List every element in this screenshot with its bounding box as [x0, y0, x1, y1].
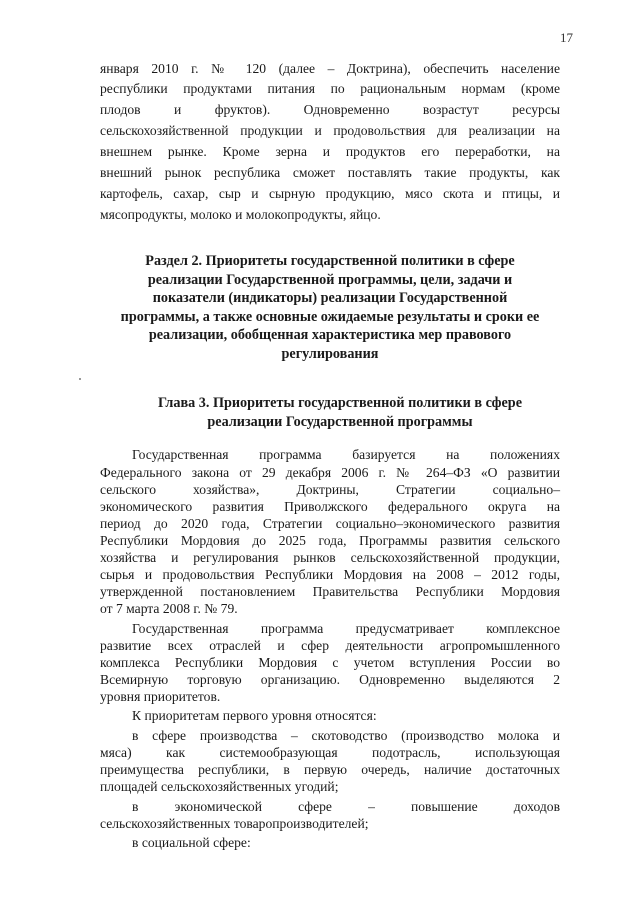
- text-line: плодов и фруктов). Одновременно возрастут ресурсы: [100, 102, 560, 117]
- text-line: К приоритетам первого уровня относятся:: [132, 708, 377, 723]
- heading-line: реализации Государственной программы: [207, 413, 473, 430]
- text-line: площадей сельскохозяйственных угодий;: [100, 779, 339, 794]
- heading-line: реализации Государственной программы, цели, задачи и: [147, 271, 513, 288]
- text-line: в социальной сфере:: [132, 835, 251, 850]
- text-line: сельского хозяйства», Доктрины, Стратегии социально–: [100, 482, 560, 497]
- text-line: в сфере производства – скотоводство (производство молока и: [132, 728, 560, 743]
- text-line: Всемирную торговую организацию. Одновременно выделяются 2: [100, 672, 560, 687]
- heading-line: Раздел 2. Приоритеты государственной политики в сфере: [145, 253, 515, 269]
- heading-line: программы, а также основные ожидаемые результаты и сроки ее: [120, 308, 540, 325]
- heading-line: Глава 3. Приоритеты государственной политики в сфере: [157, 395, 522, 411]
- text-line: в экономической сфере – повышение доходов: [132, 799, 560, 814]
- text-line: сельскохозяйственной продукции и продовольствия для реализации на: [100, 123, 560, 138]
- text-line: сырья и продовольствия Республики Мордовия на 2008 – 2012 годы,: [100, 567, 560, 582]
- text-line: внешний рынок республика сможет поставлять такие продукты, как: [100, 165, 560, 180]
- text-line: мясопродукты, молоко и молокопродукты, яйцо.: [100, 207, 381, 222]
- text-line: экономического развития Приволжского федерального округа на: [100, 499, 560, 514]
- heading-line: показатели (индикаторы) реализации Государственной: [152, 290, 508, 306]
- section-heading: [100, 252, 560, 363]
- chapter-heading: [130, 394, 550, 431]
- text-line: период до 2020 года, Стратегии социально–экономического развития: [100, 516, 560, 531]
- text-line: развитие всех отраслей и сфер деятельности агропромышленного: [100, 638, 560, 653]
- text-line: преимущества республики, в первую очередь, наличие достаточных: [100, 762, 560, 777]
- text-line: внешнем рынке. Кроме зерна и продуктов его переработки, на: [100, 144, 560, 159]
- text-line: уровня приоритетов.: [100, 689, 221, 704]
- text-line: Государственная программа предусматривает комплексное: [132, 621, 560, 636]
- text-line: Республики Мордовия до 2025 года, Программы развития сельского: [100, 533, 560, 548]
- text-line: от 7 марта 2008 г. № 79.: [100, 601, 238, 616]
- text-line: комплекса Республики Мордовия с учетом вступления России во: [100, 655, 560, 670]
- text-line: мяса) как системообразующая подотрасль, использующая: [100, 745, 560, 760]
- text-line: утвержденной постановлением Правительства Республики Мордовия: [100, 584, 560, 599]
- text-line: хозяйства и регулирования рынков сельскохозяйственной продукции,: [100, 550, 560, 565]
- page-number: 17: [560, 30, 573, 45]
- heading-line: регулирования: [281, 345, 379, 362]
- heading-line: реализации, обобщенная характеристика мер правового: [148, 327, 512, 343]
- text-line: Федерального закона от 29 декабря 2006 г. № 264–ФЗ «О развитии: [100, 465, 560, 480]
- text-line: января 2010 г. № 120 (далее – Доктрина), обеспечить население: [100, 61, 560, 76]
- text-line: картофель, сахар, сыр и сырную продукцию, мясо скота и птицы, и: [100, 186, 560, 201]
- scan-dot: [79, 378, 81, 380]
- text-line: сельскохозяйственных товаропроизводителей;: [100, 816, 369, 831]
- text-line: республики продуктами питания по рациональным нормам (кроме: [100, 81, 560, 96]
- text-line: Государственная программа базируется на положениях: [132, 447, 560, 462]
